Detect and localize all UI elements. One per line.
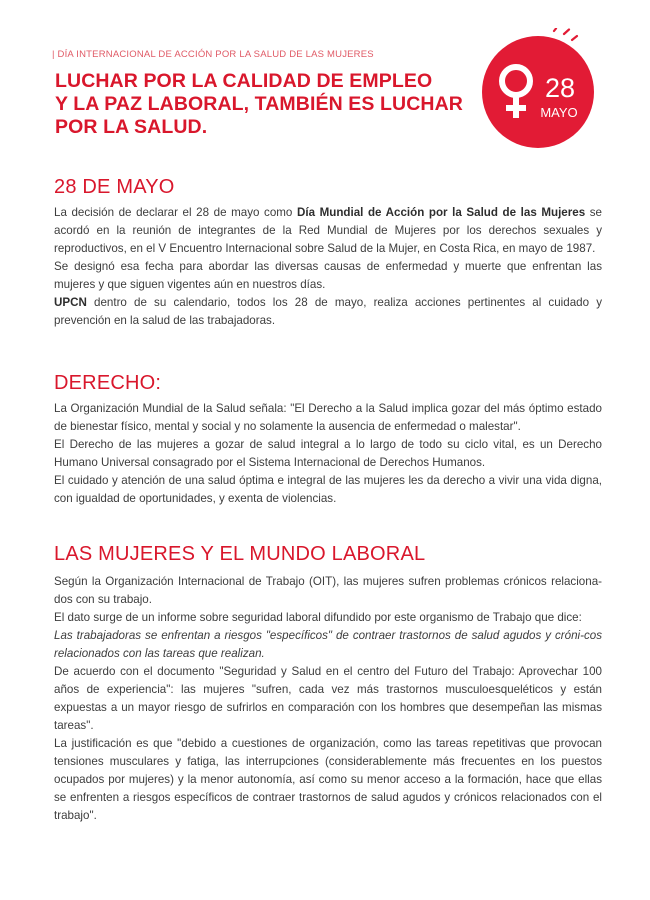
badge-month: MAYO	[540, 105, 578, 120]
quote-paragraph: Las trabajadoras se enfrentan a riesgos "específicos" de contraer trastornos de salud agudos y cróni-cos relacionados con las tareas que realizan.	[54, 629, 602, 660]
headline-line: LUCHAR POR LA CALIDAD DE EMPLEO	[55, 70, 433, 92]
paragraph	[54, 294, 602, 330]
badge-circle	[482, 36, 594, 148]
section-body	[54, 573, 602, 825]
kicker-label: | DÍA INTERNACIONAL DE ACCIÓN POR LA SALUD DE LAS MUJERES	[52, 49, 374, 60]
paragraph: El cuidado y atención de una salud óptima e integral de las mujeres les da derecho a vivir una vida digna, con igualdad de oportunidades, y exenta de violencias.	[54, 474, 602, 505]
text-run: La decisión de declarar el 28 de mayo como	[54, 206, 297, 219]
bold-text-run: UPCN	[54, 296, 87, 309]
section-body	[54, 400, 602, 508]
paragraph: De acuerdo con el documento "Seguridad y Salud en el centro del Futuro del Trabajo: Aprovechar 100 años de experiencia": las mujeres "sufren, cada vez más trastornos musculoesqueléticos y están expuestas a un mayor riesgo de sufrirlos en comparación con los hombres que desempeñan las mismas tareas".	[54, 665, 602, 732]
paragraph: La justificación es que "debido a cuestiones de organización, como las tareas repetitivas que provocan tensiones musculares y fatiga, las interrupciones (considerablemente más frecuentes en los puestos ocupados por mujeres) y la menor autonomía, así como su menor acceso a la formación, hace que ellas se enfrenten a riesgos específicos de contraer trastornos de salud agudos y crónicos relacionados con el trabajo".	[54, 737, 602, 822]
text-run: Se designó esa fecha para abordar las diversas causas de enfermedad y muerte que enfrentan las mujeres y que siguen vigentes aún en nuestros días.	[54, 260, 602, 291]
date-badge	[476, 28, 600, 152]
paragraph	[54, 258, 602, 294]
section-title: DERECHO:	[54, 372, 162, 394]
paragraph: El Derecho de las mujeres a gozar de salud integral a lo largo de todo su ciclo vital, es un Derecho Humano Universal consagrado por el Sistema Internacional de Derechos Humanos.	[54, 438, 602, 469]
paragraph: El dato surge de un informe sobre seguridad laboral difundido por este organismo de Trabajo que dice:	[54, 611, 582, 624]
section-title: LAS MUJERES Y EL MUNDO LABORAL	[54, 543, 426, 565]
section-body	[54, 204, 602, 330]
headline-line: Y LA PAZ LABORAL, TAMBIÉN ES LUCHAR	[55, 93, 463, 115]
badge-day: 28	[544, 73, 576, 103]
section-title: 28 DE MAYO	[54, 176, 175, 198]
headline-line: POR LA SALUD.	[55, 116, 208, 138]
headline	[55, 70, 475, 139]
paragraph: La Organización Mundial de la Salud señala: "El Derecho a la Salud implica gozar del más óptimo estado de bienestar físico, mental y social y no solamente la ausencia de enfermedad o malestar".	[54, 402, 602, 433]
burst-icon	[554, 29, 577, 41]
paragraph	[54, 204, 602, 258]
paragraph: Según la Organización Internacional de Trabajo (OIT), las mujeres sufren problemas crónicos relaciona-dos con su trabajo.	[54, 575, 602, 606]
text-run: dentro de su calendario, todos los 28 de mayo, realiza acciones pertinentes al cuidado y prevención en la salud de las trabajadoras.	[54, 296, 602, 327]
bold-text-run: Día Mundial de Acción por la Salud de las Mujeres	[296, 206, 586, 219]
text-run: se acordó en la reunión de integrantes de la Red Mundial de Mujeres por los derechos sexuales y reproductivos, en el V Encuentro Internacional sobre Salud de la Mujer, en Costa Rica, en mayo de 1987.	[54, 206, 602, 255]
